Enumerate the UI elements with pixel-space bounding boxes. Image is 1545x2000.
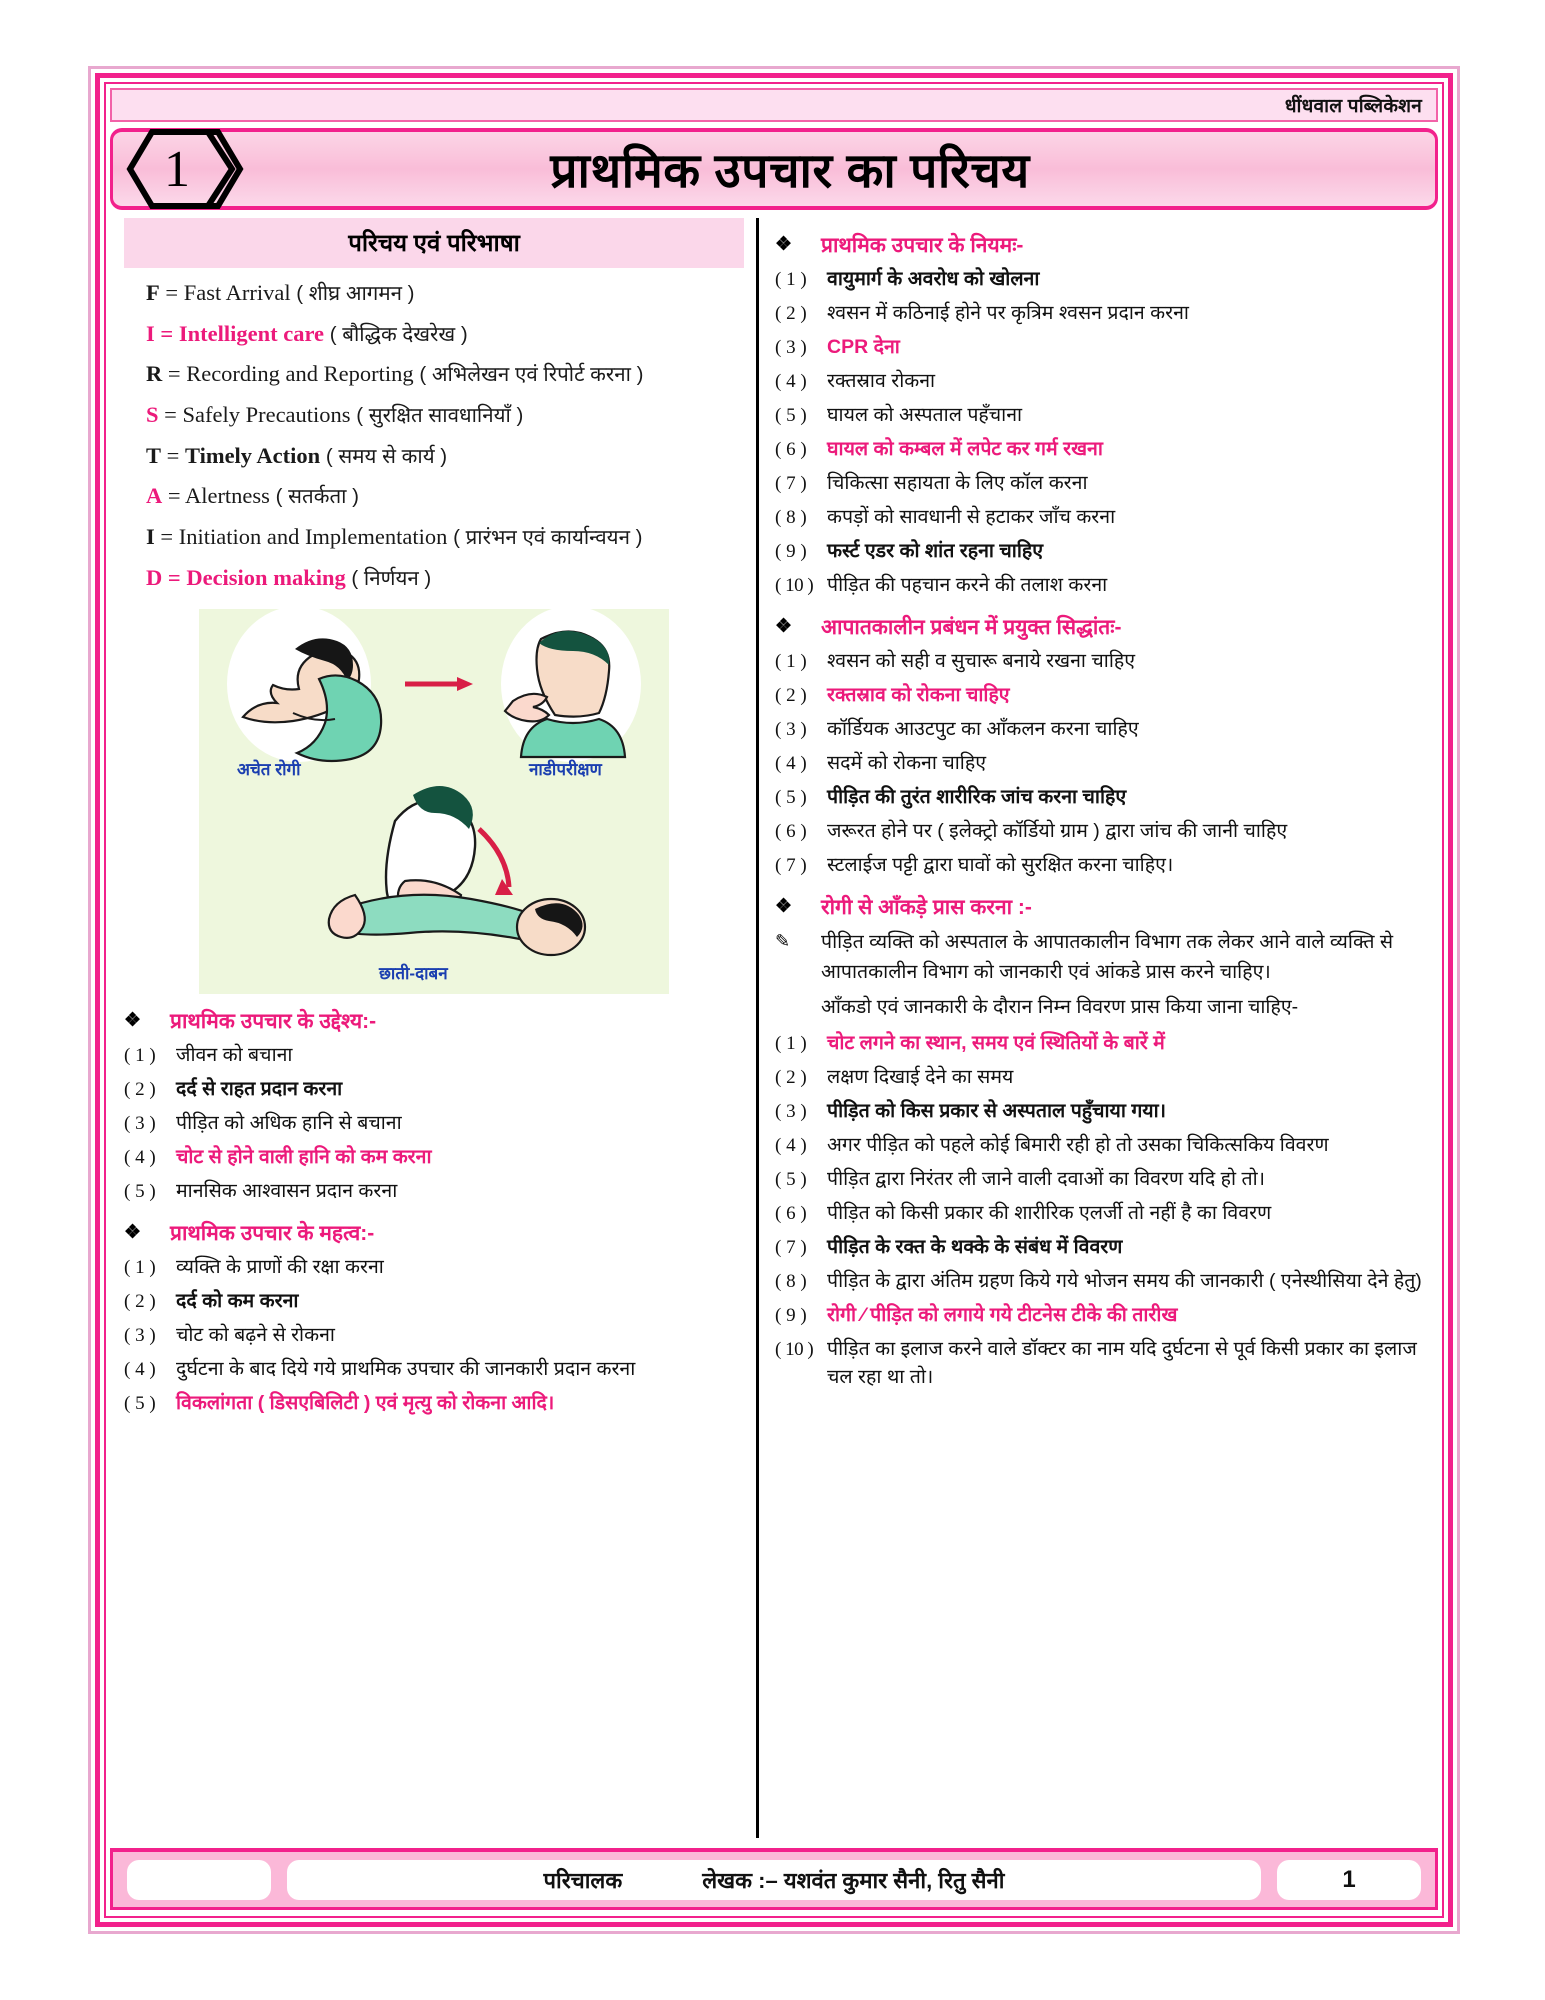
acronym-equals: = (162, 564, 187, 590)
list-item-text: मानसिक आश्वासन प्रदान करना (176, 1179, 398, 1202)
acronym-item (146, 522, 744, 552)
list-item (775, 300, 1426, 328)
list-item-number: ( 4 ) (775, 1135, 807, 1157)
section-heading (775, 614, 1426, 641)
list-item (775, 538, 1426, 566)
list-item-text: CPR देना (827, 336, 900, 359)
diamond-bullet-icon: ❖ (124, 1009, 142, 1031)
section-heading (775, 232, 1426, 259)
list-item-number: ( 7 ) (775, 473, 807, 495)
footer-left-pill (127, 1860, 271, 1900)
list-item-text: चोट लगने का स्थान, समय एवं स्थितियों के बारें में (827, 1032, 1165, 1055)
acronym-item (146, 441, 744, 471)
footer-page-number: 1 (1277, 1860, 1421, 1900)
list-item-text: चोट से होने वाली हानि को कम करना (176, 1145, 432, 1168)
list-item-number: ( 6 ) (775, 439, 807, 461)
footer-credits (287, 1860, 1261, 1900)
pen-paragraph-text: पीड़ित व्यक्ति को अस्पताल के आपातकालीन विभाग तक लेकर आने वाले व्यक्ति से आपातकालीन विभाग को जानकारी एवं आंकडे प्रास करने चाहिए। (821, 931, 1394, 983)
list-item-text: घायल को अस्पताल पहँचाना (827, 404, 1023, 427)
list-item-text: व्यक्ति के प्राणों की रक्षा करना (176, 1255, 384, 1278)
list-item-text: दर्द से राहत प्रदान करना (176, 1077, 343, 1100)
list-item (775, 1132, 1426, 1160)
acronym-item (146, 278, 744, 308)
acronym-item (146, 359, 744, 389)
section-subparagraph: आँकडो एवं जानकारी के दौरान निम्न विवरण प्रास किया जाना चाहिए- (821, 995, 1299, 1018)
list-item-number: ( 2 ) (775, 1067, 807, 1089)
list-item-text: पीड़ित को किस प्रकार से अस्पताल पहुँचाया गया। (827, 1100, 1167, 1123)
acronym-letter: R (146, 361, 163, 387)
list-item-text: पीड़ित के द्वारा अंतिम ग्रहण किये गये भोजन समय की जानकारी ( एनेस्थीसिया देने हेतु) (827, 1269, 1422, 1292)
acronym-letter: I (146, 320, 155, 346)
list-item-number: ( 5 ) (775, 787, 807, 809)
list-item-number: ( 1 ) (775, 651, 807, 673)
numbered-list (775, 1030, 1426, 1391)
list-item (775, 1336, 1426, 1391)
definition-heading: परिचय एवं परिभाषा (124, 218, 744, 268)
list-item (775, 402, 1426, 430)
pencil-bullet-icon: ✎ (775, 931, 791, 952)
list-item-text: पीड़ित को किसी प्रकार की शारीरिक एलर्जी तो नहीं है का विवरण (827, 1201, 1272, 1224)
numbered-list (124, 1042, 744, 1206)
list-item (775, 436, 1426, 464)
acronym-english: Decision making (186, 564, 346, 590)
left-column (112, 218, 752, 1838)
section-heading (124, 1220, 744, 1247)
list-item (124, 1144, 744, 1172)
list-item-number: ( 4 ) (775, 371, 807, 393)
list-item-text: कॉर्डियक आउटपुट का आँकलन करना चाहिए (827, 718, 1139, 741)
right-sections (775, 232, 1426, 1391)
list-item (775, 682, 1426, 710)
list-item (124, 1356, 744, 1384)
right-column (763, 218, 1436, 1838)
list-item-number: ( 2 ) (124, 1078, 156, 1100)
acronym-english: Safely Precautions (182, 402, 351, 428)
content-section (124, 1220, 744, 1418)
page-footer (110, 1848, 1438, 1910)
list-item (775, 1064, 1426, 1092)
list-item (775, 648, 1426, 676)
section-heading-text: आपातकालीन प्रबंधन में प्रयुक्त सिद्धांतः- (821, 615, 1122, 639)
list-item-number: ( 8 ) (775, 1270, 807, 1292)
left-sections (124, 1008, 744, 1418)
footer-author: लेखक :– यशवंत कुमार सैनी, रितु सैनी (702, 1867, 1005, 1893)
section-heading-text: प्राथमिक उपचार के महत्व:- (170, 1221, 375, 1245)
list-item-text: श्वसन में कठिनाई होने पर कृत्रिम श्वसन प्रदान करना (827, 302, 1189, 325)
list-item-number: ( 5 ) (775, 405, 807, 427)
list-item-text: लक्षण दिखाई देने का समय (827, 1066, 1014, 1089)
list-item (124, 1042, 744, 1070)
list-item (775, 1234, 1426, 1262)
acronym-letter: F (146, 280, 160, 305)
list-item-text: पीड़ित के रक्त के थक्के के संबंध में विवरण (827, 1235, 1123, 1258)
section-heading-text: प्राथमिक उपचार के नियमः- (821, 234, 1024, 257)
content-section (775, 614, 1426, 880)
numbered-list (775, 648, 1426, 880)
content-section (124, 1008, 744, 1206)
list-item (775, 334, 1426, 362)
publisher-name: धींधवाल पब्लिकेशन (1284, 96, 1422, 117)
acronym-item (146, 481, 744, 511)
acronym-equals: = (162, 483, 185, 509)
acronym-english: Alertness (184, 483, 270, 509)
numbered-list (775, 266, 1426, 600)
acronym-english: Timely Action (184, 442, 321, 468)
list-item-text: सदमें को रोकना चाहिए (827, 752, 986, 775)
list-item (124, 1322, 744, 1350)
acronym-hindi: ( शीघ्र आगमन ) (290, 282, 415, 305)
chapter-number: 1 (164, 140, 190, 198)
list-item (775, 784, 1426, 812)
list-item (124, 1110, 744, 1138)
section-heading-text: प्राथमिक उपचार के उद्देश्य:- (170, 1009, 377, 1033)
list-item-number: ( 5 ) (124, 1180, 156, 1202)
acronym-item (146, 319, 744, 349)
list-item-number: ( 2 ) (775, 303, 807, 325)
acronym-hindi: ( निर्णयन ) (345, 566, 432, 590)
acronym-english: Fast Arrival (183, 280, 291, 305)
acronym-hindi: ( प्रारंभन एवं कार्यान्वयन ) (447, 526, 643, 550)
illustration-label-pulse: नाडीपरीक्षण (529, 759, 602, 779)
list-item (775, 1302, 1426, 1330)
list-item-text: कपड़ों को सावधानी से हटाकर जाँच करना (827, 506, 1116, 529)
list-item (775, 266, 1426, 294)
list-item-number: ( 10 ) (775, 575, 814, 597)
list-item-number: ( 6 ) (775, 821, 807, 843)
list-item (775, 470, 1426, 498)
list-item-number: ( 4 ) (124, 1146, 156, 1168)
list-item-number: ( 7 ) (775, 1236, 807, 1258)
list-item (775, 1166, 1426, 1194)
list-item-number: ( 3 ) (124, 1324, 156, 1346)
list-item-number: ( 1 ) (775, 269, 807, 291)
list-item-text: फर्स्ट एडर को शांत रहना चाहिए (827, 540, 1044, 563)
list-item-number: ( 9 ) (775, 1304, 807, 1326)
list-item-number: ( 2 ) (124, 1290, 156, 1312)
list-item (124, 1178, 744, 1206)
acronym-hindi: ( सुरक्षित सावधानियाँ ) (350, 404, 524, 428)
list-item-number: ( 4 ) (124, 1358, 156, 1380)
acronym-english: Intelligent care (178, 320, 325, 346)
list-item (124, 1288, 744, 1316)
diamond-bullet-icon: ❖ (124, 1221, 142, 1243)
list-item-number: ( 6 ) (775, 1202, 807, 1224)
acronym-equals: = (154, 320, 179, 346)
list-item (775, 1030, 1426, 1058)
section-heading-text: रोगी से आँकड़े प्रास करना :- (821, 896, 1032, 920)
list-item-text: चोट को बढ़ने से रोकना (176, 1323, 335, 1346)
acronym-hindi: ( अभिलेखन एवं रिपोर्ट करना ) (413, 363, 644, 387)
numbered-list (124, 1254, 744, 1418)
list-item-text: दर्द को कम करना (176, 1289, 299, 1312)
list-item-text: स्टलाईज पट्टी द्वारा घावों को सुरक्षित करना चाहिए। (827, 854, 1174, 877)
list-item-text: रक्तस्राव रोकना (827, 370, 936, 393)
list-item-number: ( 7 ) (775, 855, 807, 877)
diamond-bullet-icon: ❖ (775, 234, 793, 255)
footer-operator: परिचालक (543, 1867, 623, 1893)
acronym-list (124, 278, 744, 593)
list-item-text: जरूरत होने पर ( इलेक्ट्रो कॉर्डियो ग्राम ) द्वारा जांच की जानी चाहिए (827, 820, 1288, 843)
acronym-equals: = (162, 361, 187, 387)
list-item-number: ( 3 ) (124, 1112, 156, 1134)
section-heading (124, 1008, 744, 1035)
list-item-number: ( 3 ) (775, 1101, 807, 1123)
list-item-number: ( 1 ) (124, 1044, 156, 1066)
list-item (775, 750, 1426, 778)
list-item-text: विकलांगता ( डिसएबिलिटी ) एवं मृत्यु को रोकना आदि। (176, 1391, 555, 1414)
column-divider (756, 218, 759, 1838)
content-section (775, 894, 1426, 1391)
content-columns (112, 218, 1436, 1838)
first-aid-illustration (199, 609, 669, 994)
list-item-text: पीड़ित की तुरंत शारीरिक जांच करना चाहिए (827, 786, 1127, 809)
section-heading (775, 894, 1426, 921)
acronym-letter: S (146, 402, 159, 428)
acronym-equals: = (159, 280, 184, 305)
diamond-bullet-icon: ❖ (775, 896, 793, 918)
acronym-equals: = (161, 442, 185, 468)
acronym-letter: A (146, 483, 163, 509)
list-item-text: पीड़ित की पहचान करने की तलाश करना (827, 574, 1108, 597)
list-item (124, 1254, 744, 1282)
list-item-text: पीड़ित को अधिक हानि से बचाना (176, 1111, 402, 1134)
list-item (775, 572, 1426, 600)
list-item-number: ( 5 ) (124, 1392, 156, 1414)
publisher-bar (110, 88, 1438, 122)
acronym-english: Recording and Reporting (186, 361, 414, 387)
acronym-hindi: ( बौद्धिक देखरेख ) (324, 322, 468, 346)
illustration-label-unconscious: अचेत रोगी (237, 759, 301, 779)
page-title: प्राथमिक उपचार का परिचय (550, 144, 1030, 198)
list-item (775, 818, 1426, 846)
list-item-number: ( 2 ) (775, 685, 807, 707)
list-item-text: चिकित्सा सहायता के लिए कॉल करना (827, 472, 1088, 495)
list-item (124, 1390, 744, 1418)
list-item-number: ( 8 ) (775, 507, 807, 529)
list-item-number: ( 5 ) (775, 1168, 807, 1190)
list-item-number: ( 1 ) (775, 1033, 807, 1055)
list-item-number: ( 4 ) (775, 753, 807, 775)
list-item-text: वायुमार्ग के अवरोध को खोलना (827, 268, 1040, 291)
list-item (775, 716, 1426, 744)
list-item (775, 368, 1426, 396)
acronym-equals: = (158, 402, 183, 428)
acronym-item (146, 400, 744, 430)
list-item (775, 1098, 1426, 1126)
acronym-letter: I (146, 524, 155, 550)
list-item (775, 1268, 1426, 1296)
list-item-number: ( 9 ) (775, 541, 807, 563)
list-item-number: ( 1 ) (124, 1256, 156, 1278)
list-item (124, 1076, 744, 1104)
list-item-text: पीड़ित द्वारा निरंतर ली जाने वाली दवाओं का विवरण यदि हो तो। (827, 1167, 1266, 1190)
acronym-equals: = (154, 524, 179, 550)
list-item-number: ( 10 ) (775, 1338, 814, 1360)
acronym-item (146, 563, 744, 593)
list-item-text: दुर्घटना के बाद दिये गये प्राथमिक उपचार की जानकारी प्रदान करना (176, 1357, 636, 1380)
list-item (775, 504, 1426, 532)
list-item (775, 1200, 1426, 1228)
acronym-letter: T (146, 442, 162, 468)
list-item (775, 852, 1426, 880)
list-item-text: रक्तस्राव को रोकना चाहिए (827, 684, 1010, 707)
list-item-number: ( 3 ) (775, 719, 807, 741)
list-item-text: जीवन को बचाना (176, 1043, 293, 1066)
list-item-text: घायल को कम्बल में लपेट कर गर्म रखना (827, 438, 1103, 461)
content-section (775, 232, 1426, 600)
acronym-english: Initiation and Implementation (178, 524, 448, 550)
acronym-hindi: ( सतर्कता ) (269, 485, 359, 509)
illustration-label-compression: छाती-दाबन (379, 963, 448, 983)
diamond-bullet-icon: ❖ (775, 615, 793, 637)
list-item-text: श्वसन को सही व सुचारू बनाये रखना चाहिए (827, 650, 1136, 673)
acronym-letter: D (146, 564, 163, 590)
list-item-number: ( 3 ) (775, 337, 807, 359)
pen-paragraph-row (775, 928, 1426, 987)
list-item-text: अगर पीड़ित को पहले कोई बिमारी रही हो तो उसका चिकित्सकिय विवरण (827, 1134, 1329, 1157)
acronym-hindi: ( समय से कार्य ) (320, 444, 448, 468)
list-item-text: पीड़ित का इलाज करने वाले डॉक्टर का नाम यदि दुर्घटना से पूर्व किसी प्रकार का इलाज चल रहा था तो। (827, 1337, 1417, 1388)
list-item-text: रोगी ⁄ पीड़ित को लगाये गये टीटनेस टीके की तारीख (827, 1303, 1178, 1326)
